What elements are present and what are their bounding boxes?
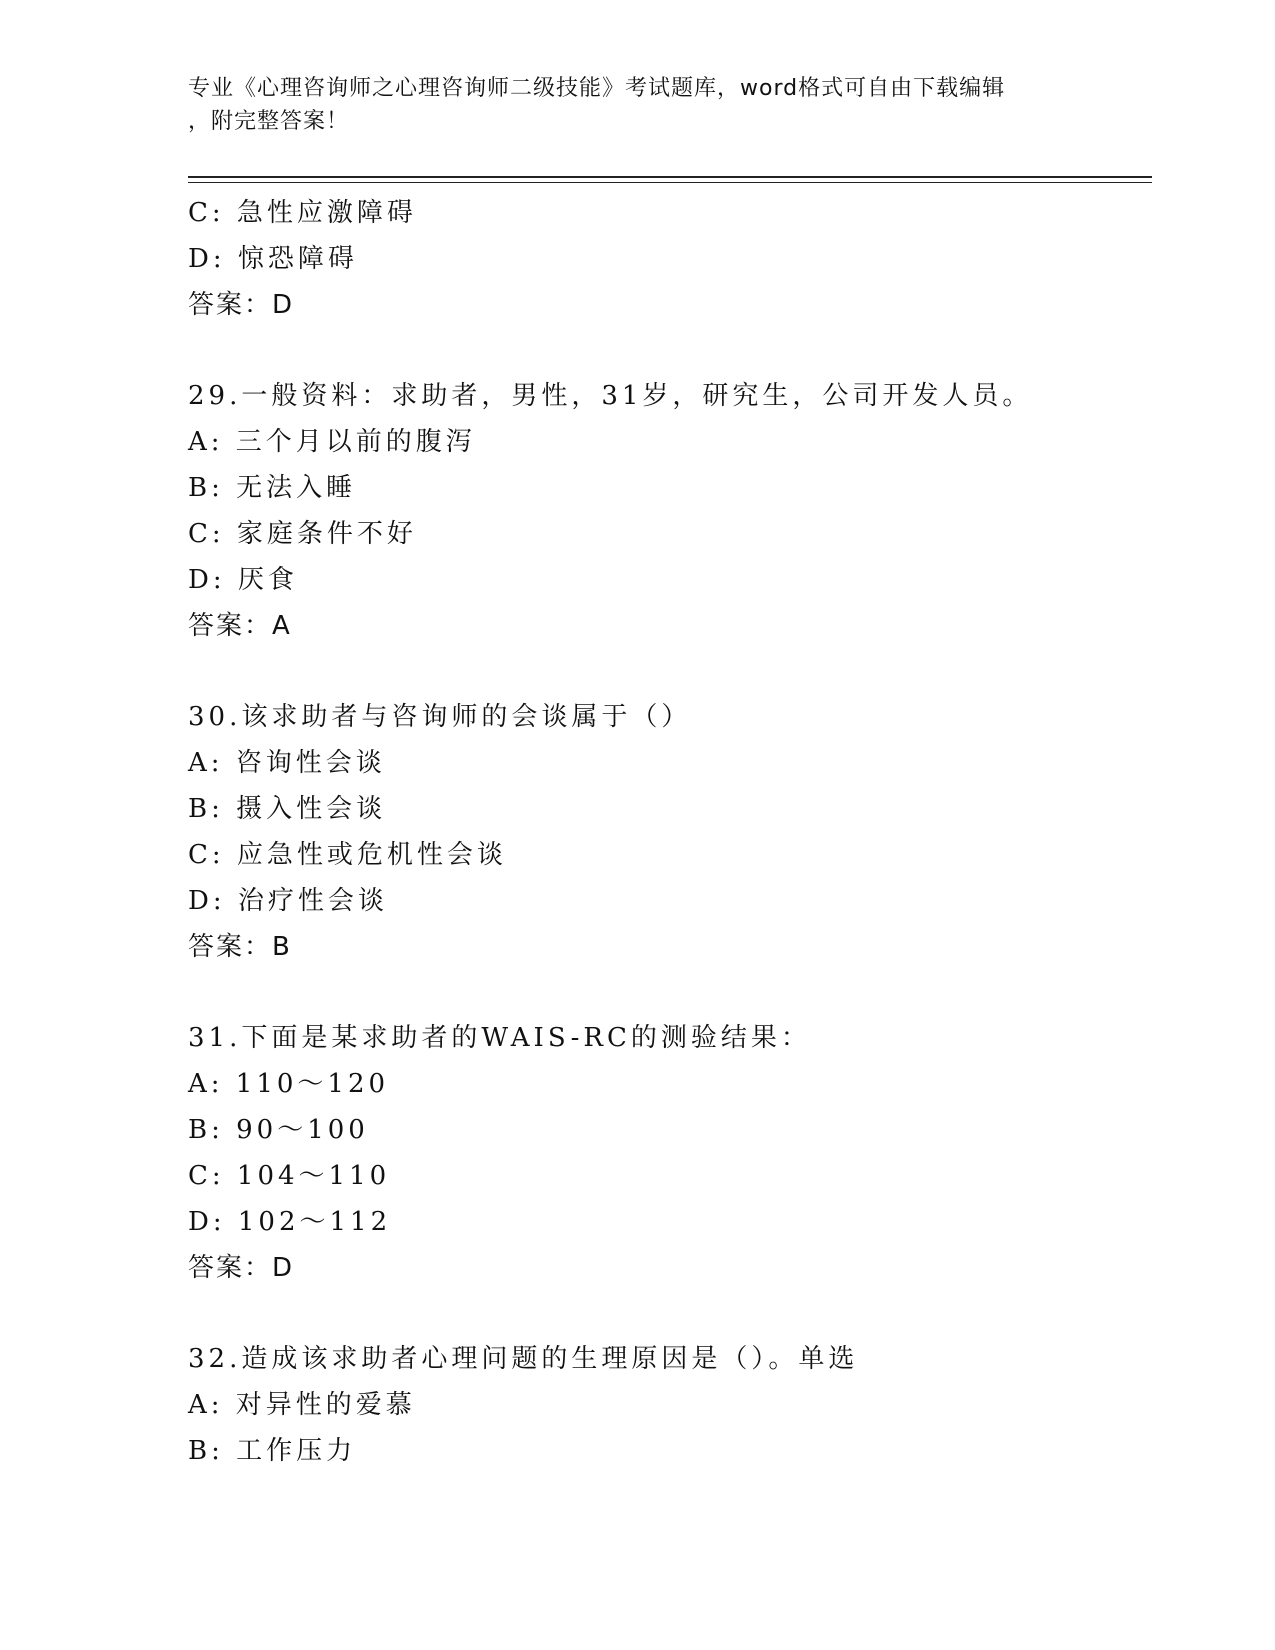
question-block-31 [188,1015,1148,1291]
question-block-32 [188,1336,1148,1474]
header-line-1: 专业《心理咨询师之心理咨询师二级技能》考试题库，word格式可自由下载编辑 [188,76,1006,101]
question-block-30 [188,694,1148,970]
option-line: B: 工作压力 [188,1436,357,1466]
option-line: B: 无法入睡 [188,473,357,503]
question-content [188,190,1148,1474]
header-line-2: ，附完整答案！ [188,109,350,134]
option-line: C: 急性应激障碍 [188,198,417,228]
option-line: D: 惊恐障碍 [188,244,358,274]
option-line: C: 104～110 [188,1161,391,1191]
option-line: A: 对异性的爱慕 [188,1390,416,1420]
option-line: C: 家庭条件不好 [188,519,417,549]
header-divider-thin [188,182,1152,183]
option-line: C: 应急性或危机性会谈 [188,840,507,870]
option-line: B: 90～100 [188,1115,369,1145]
question-block-29 [188,373,1148,649]
option-line: A: 110～120 [188,1069,390,1099]
question-stem: 32.造成该求助者心理问题的生理原因是（）。单选 [188,1344,859,1374]
question-block-previous [188,190,1148,328]
option-line: A: 三个月以前的腹泻 [188,427,476,457]
option-line: B: 摄入性会谈 [188,794,387,824]
answer-line: 答案：D [188,290,295,320]
option-line: A: 咨询性会谈 [188,748,386,778]
document-header [188,72,1088,138]
question-stem: 31.下面是某求助者的WAIS-RC的测验结果： [188,1023,811,1053]
question-stem: 29.一般资料：求助者，男性，31岁，研究生，公司开发人员。 [188,381,1033,411]
option-line: D: 厌食 [188,565,298,595]
answer-line: 答案：D [188,1253,295,1283]
option-line: D: 治疗性会谈 [188,886,388,916]
header-divider [188,176,1152,178]
option-line: D: 102～112 [188,1207,392,1237]
answer-line: 答案：A [188,611,292,641]
question-stem: 30.该求助者与咨询师的会谈属于（） [188,702,692,732]
answer-line: 答案：B [188,932,292,962]
